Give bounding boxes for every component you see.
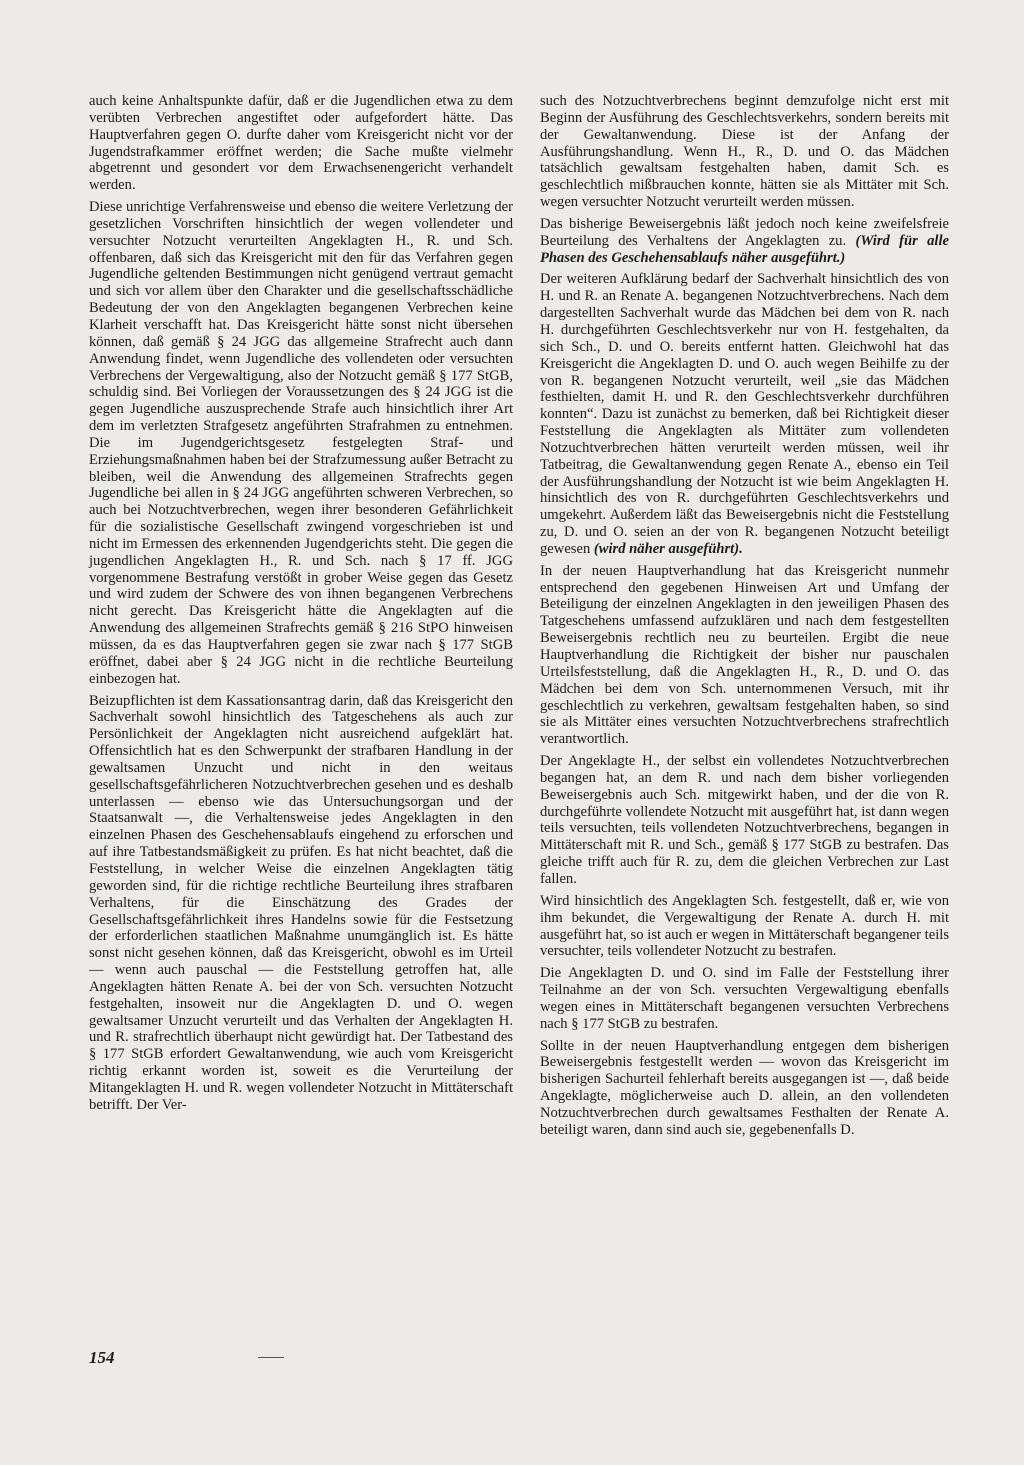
- right-text-column: [540, 93, 949, 1144]
- paragraph: Die Angeklagten D. und O. sind im Falle der Feststellung ihrer Teilnahme an der von Sch. versuchten Vergewaltigung ebenfalls wegen eines in Mittäterschaft begangenen versuchten Verbrechens nach § 177 StGB zu bestrafen.: [540, 965, 949, 1032]
- footer-divider: [258, 1357, 284, 1358]
- paragraph: Diese unrichtige Verfahrensweise und ebenso die weitere Verletzung der gesetzlichen Vorschriften hinsichtlich der wegen vollendeter und versuchter Notzucht verurteilten Angeklagten H., R. und Sch. offenbaren, daß sich das Kreisgericht mit den für das Verfahren gegen Jugendliche geltenden Bestimmungen nicht genügend vertraut gemacht und sich vor allem über den Charakter und die gesellschaftsschädliche Bedeutung der von den Angeklagten begangenen Verbrechen keine Klarheit verschafft hat. Das Kreisgericht hätte sonst nicht übersehen können, daß gemäß § 24 JGG das allgemeine Strafrecht auch dann Anwendung findet, wenn Jugendliche des vollendeten oder versuchten Verbrechens der Vergewaltigung, also der Notzucht gemäß § 177 StGB, schuldig sind. Bei Vorliegen der Voraussetzungen des § 24 JGG ist die gegen Jugendliche auszusprechende Strafe auch hinsichtlich ihrer Art dem im verletzten Strafgesetz angeführten Strafrahmen zu entnehmen. Die im Jugendgerichtsgesetz festgelegten Straf- und Erziehungsmaßnahmen haben bei der Strafzumessung außer Betracht zu bleiben, weil die Anwendung des allgemeinen Strafrechts gegen Jugendliche bei allen in § 24 JGG angeführten schweren Verbrechen, so auch bei Notzuchtverbrechen, wegen ihrer besonderen Gefährlichkeit für die sozialistische Gesellschaft zwingend vorgeschrieben ist und nicht im Ermessen des erkennenden Jugendgerichts steht. Die gegen die jugendlichen Angeklagten H., R. und Sch. nach § 17 ff. JGG vorgenommene Bestrafung verstößt in grober Weise gegen das Gesetz und wird zudem der Schwere des von ihnen begangenen Verbrechens nicht gerecht. Das Kreisgericht hätte die Angeklagten auf die Anwendung des allgemeinen Strafrechts gemäß § 216 StPO hinweisen müssen, da es das Hauptverfahren gegen sie zwar nach § 177 StGB eröffnet, dabei aber § 24 JGG nicht in die rechtliche Beurteilung einbezogen hat.: [89, 199, 513, 687]
- paragraph: such des Notzuchtverbrechens beginnt demzufolge nicht erst mit Beginn der Ausführung des Geschlechtsverkehrs, sondern bereits mit der Gewaltanwendung. Diese ist der Anfang der Ausführungshandlung. Wenn H., R., D. und O. das Mädchen tatsächlich gewaltsam festgehalten haben, damit Sch. es geschlechtlich mißbrauchen konnte, hätten sie als Mittäter mit Sch. wegen versuchter Notzucht verurteilt werden müssen.: [540, 93, 949, 211]
- italic-note: (Wird für alle Phasen des Geschehensablaufs näher ausgeführt.): [540, 232, 949, 266]
- paragraph-text: Der weiteren Aufklärung bedarf der Sachverhalt hinsichtlich des von H. und R. an Renate A. begangenen Notzuchtverbrechens. Nach dem dargestellten Sachverhalt wurde das Mädchen bei dem von R. nach H. durchgeführten Geschlechtsverkehr nur von H. festgehalten, da sich Sch., D. und O. bereits entfernt hatten. Gleichwohl hat das Kreisgericht die Angeklagten D. und O. auch wegen Beihilfe zu der von R. begangenen Notzucht verurteilt, weil „sie das Mädchen festhielten, damit H. und R. den Geschlechtsverkehr durchführen konnten“. Dazu ist zunächst zu bemerken, daß bei Richtigkeit dieser Feststellung die Angeklagten als Mittäter zum vollendeten Notzuchtverbrechen hätten verurteilt werden müssen, weil ihr Tatbeitrag, die Gewaltanwendung gegen Renate A., ebenso ein Teil der Ausführungshandlung der Notzucht ist wie beim Angeklagten H. hinsichtlich des von R. durchgeführten Geschlechtsverkehrs und umgekehrt. Außerdem läßt das Beweisergebnis nicht die Feststellung zu, D. und O. seien an der von R. begangenen Notzucht beteiligt gewesen: [540, 271, 949, 557]
- paragraph: Beizupflichten ist dem Kassationsantrag darin, daß das Kreisgericht den Sachverhalt sowohl hinsichtlich des Tatgeschehens als auch zur Persönlichkeit der Angeklagten nicht ausreichend aufgeklärt hat. Offensichtlich hat es den Schwerpunkt der strafbaren Handlung in der gewaltsamen Unzucht und nicht in den weitaus gesellschaftsgefährlicheren Notzuchtverbrechen gesehen und es deshalb unterlassen — ebenso wie das Untersuchungsorgan und der Staatsanwalt —, die Verhaltensweise jedes Angeklagten in den einzelnen Phasen des Geschehensablaufs eingehend zu erforschen und auf ihre Tatbestandsmäßigkeit zu prüfen. Es hat nicht beachtet, daß die Feststellung, in welcher Weise die einzelnen Angeklagten tätig geworden sind, für die richtige rechtliche Beurteilung ihres strafbaren Verhaltens, für die Einschätzung des Grades der Gesellschaftsgefährlichkeit ihres Handelns sowie für die Festsetzung der erforderlichen staatlichen Maßnahme unumgänglich ist. Es hätte sonst nicht gesehen können, daß das Kreisgericht, obwohl es im Urteil — wenn auch pauschal — die Feststellung getroffen hat, alle Angeklagten hätten Renate A. bei der von Sch. versuchten Notzucht festgehalten, insoweit nur die Angeklagten D. und O. wegen gewaltsamer Unzucht verurteilt und das Verhalten der Angeklagten H. und R. strafrechtlich überhaupt nicht gewürdigt hat. Der Tatbestand des § 177 StGB erfordert Gewaltanwendung, wie auch vom Kreisgericht richtig erkannt worden ist, soweit es die Verurteilung der Mitangeklagten H. und R. wegen vollendeter Notzucht in Mittäterschaft betrifft. Der Ver-: [89, 692, 513, 1113]
- italic-note: (wird näher ausgeführt).: [593, 540, 743, 557]
- page-number: 154: [89, 1348, 115, 1367]
- paragraph: [540, 216, 949, 267]
- paragraph: [540, 271, 949, 557]
- paragraph-text: Das bisherige Beweisergebnis läßt jedoch noch keine zweifelsfreie Beurteilung des Verhaltens der Angeklagten zu.: [540, 215, 949, 249]
- paragraph: In der neuen Hauptverhandlung hat das Kreisgericht nunmehr entsprechend den gegebenen Hinweisen Art und Umfang der Beteiligung der einzelnen Angeklagten in den jeweiligen Phasen des Tatgeschehens umfassend aufzuklären und nach dem festgestellten Beweisergebnis rechtlich neu zu beurteilen. Ergibt die neue Hauptverhandlung die Richtigkeit der bisher nur pauschalen Urteilsfeststellung, daß die Angeklagten H., R., D. und O. das Mädchen bei dem von Sch. unternommenen Versuch, mit ihr geschlechtlich zu verkehren, gewaltsam festgehalten haben, so sind sie als Mittäter eines versuchten Notzuchtverbrechens strafrechtlich verantwortlich.: [540, 562, 949, 748]
- paragraph: Der Angeklagte H., der selbst ein vollendetes Notzuchtverbrechen begangen hat, an dem R. und nach dem bisher vorliegenden Beweisergebnis auch Sch. mitgewirkt haben, und der die von R. durchgeführte vollendete Notzucht mit ausgeführt hat, ist dann wegen teils versuchten, teils vollendeten Notzuchtverbrechens, begangen in Mittäterschaft mit R. und Sch., gemäß § 177 StGB zu bestrafen. Das gleiche trifft auch für R. zu, dem die gleichen Verbrechen zur Last fallen.: [540, 753, 949, 887]
- paragraph: Sollte in der neuen Hauptverhandlung entgegen dem bisherigen Beweisergebnis festgestellt werden — wovon das Kreisgericht im bisherigen Sachurteil fehlerhaft bereits ausgegangen ist —, daß beide Angeklagte, möglicherweise auch D. allein, an den vollendeten Notzuchtverbrechen durch gewaltsames Festhalten der Renate A. beteiligt waren, dann sind auch sie, gegebenenfalls D.: [540, 1037, 949, 1138]
- paragraph: Wird hinsichtlich des Angeklagten Sch. festgestellt, daß er, wie von ihm bekundet, die Vergewaltigung der Renate A. durch H. mit ausgeführt hat, so ist auch er wegen in Mittäterschaft begangener teils versuchter, teils vollendeter Notzucht zu bestrafen.: [540, 892, 949, 960]
- left-text-column: [89, 93, 513, 1119]
- paragraph: auch keine Anhaltspunkte dafür, daß er die Jugendlichen etwa zu dem verübten Verbrechen angestiftet oder aufgefordert hätte. Das Hauptverfahren gegen O. durfte daher vom Kreisgericht nicht vor der Jugendstrafkammer eröffnet werden; die Sache mußte vielmehr abgetrennt und gesondert vor dem Erwachsenengericht verhandelt werden.: [89, 93, 513, 194]
